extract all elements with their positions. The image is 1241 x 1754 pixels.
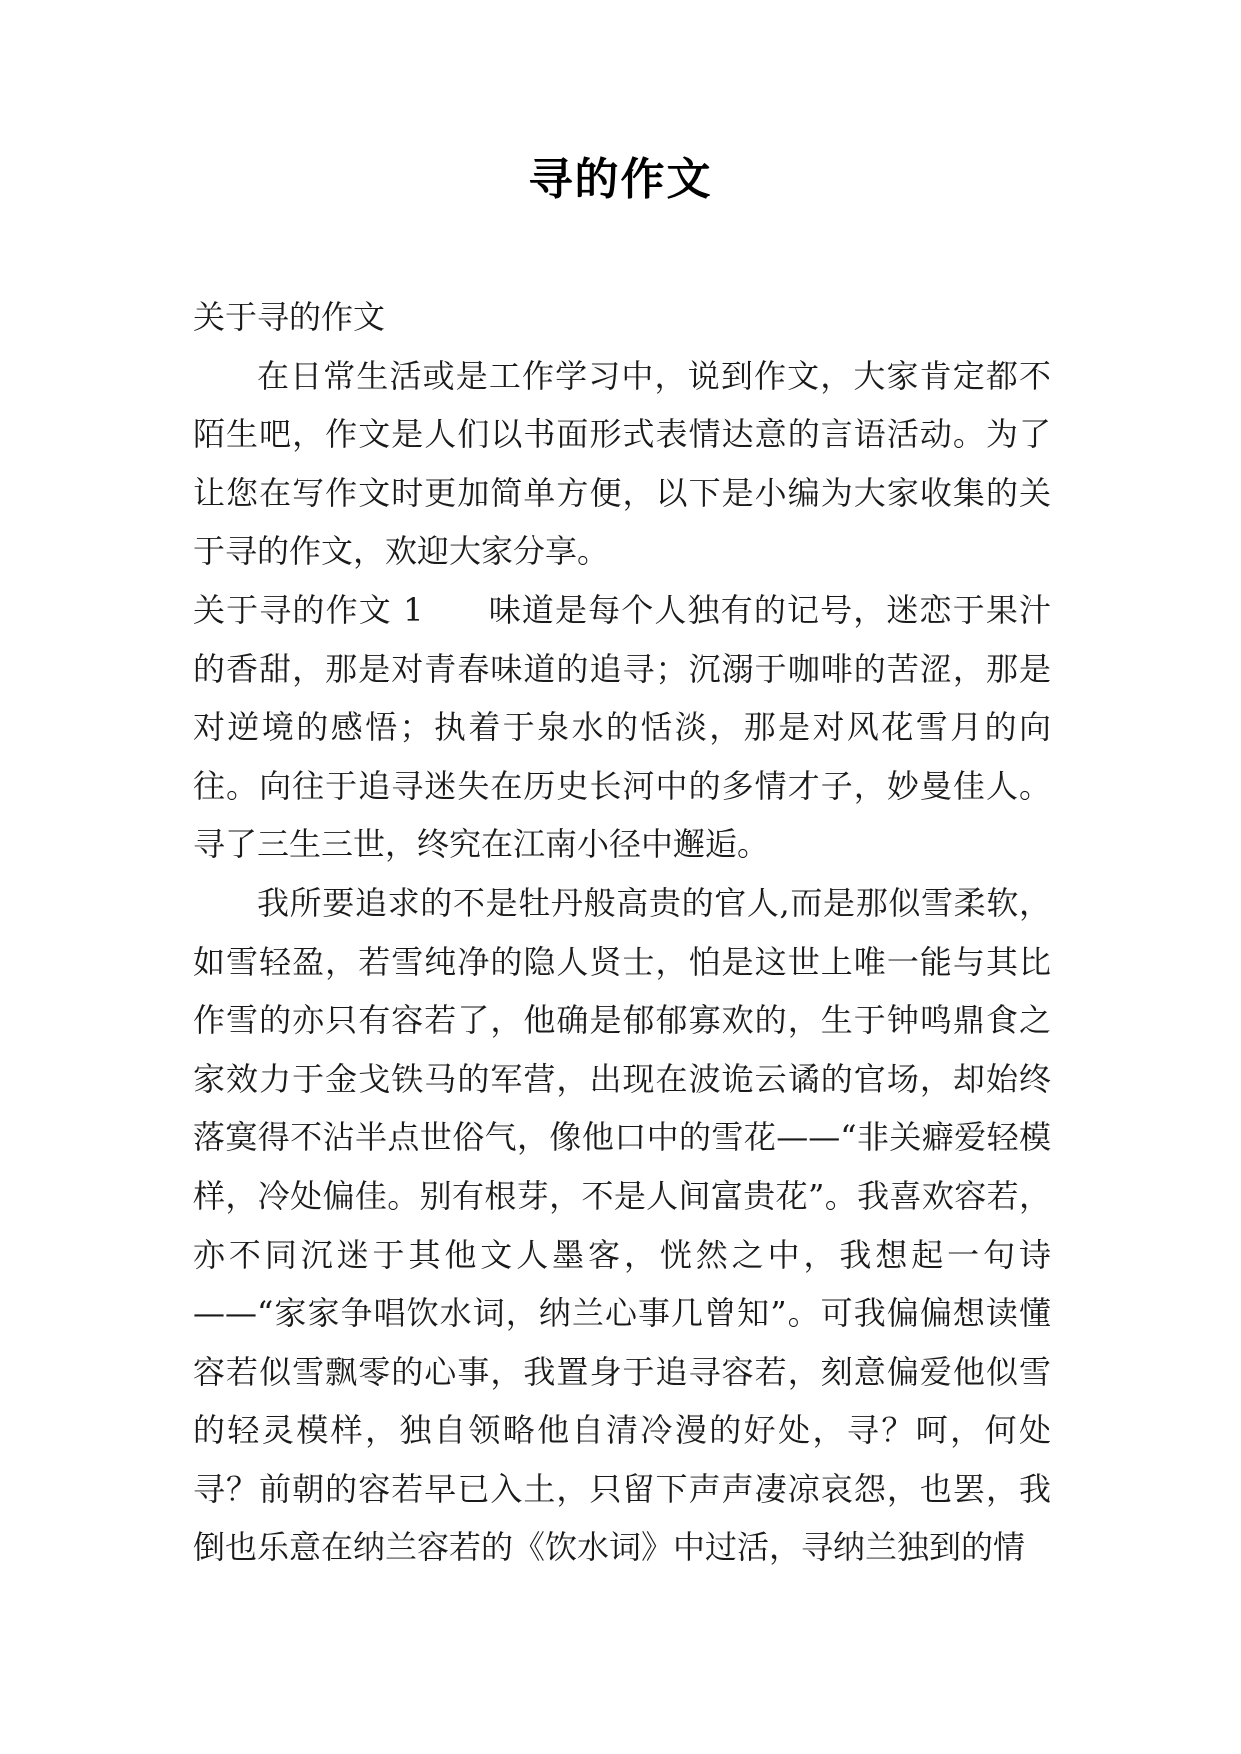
intro-paragraph: 在日常生活或是工作学习中，说到作文，大家肯定都不陌生吧，作文是人们以书面形式表情达意的言语活动。为了让您在写作文时更加简单方便，以下是小编为大家收集的关于寻的作文，欢迎大家分享。: [193, 356, 1051, 571]
section-1-paragraph: [193, 581, 1051, 874]
body-paragraph-2: 我所要追求的不是牡丹般高贵的官人,而是那似雪柔软，如雪轻盈，若雪纯净的隐人贤士，怕是这世上唯一能与其比作雪的亦只有容若了，他确是郁郁寡欢的，生于钟鸣鼎食之家效力于金戈铁马的军营，出现在波诡云谲的官场，却始终落寞得不沾半点世俗气，像他口中的雪花——“非关癖爱轻模样，冷处偏佳。别有根芽，不是人间富贵花”。我喜欢容若，亦不同沉迷于其他文人墨客，恍然之中，我想起一句诗——“家家争唱饮水词，纳兰心事几曾知”。可我偏偏想读懂容若似雪飘零的心事，我置身于追寻容若，刻意偏爱他似雪的轻灵模样，独自领略他自清冷漫的好处，寻？呵，何处寻？前朝的容若早已入土，只留下声声凄凉哀怨，也罢，我倒也乐意在纳兰容若的《饮水词》中过活，寻纳兰独到的情: [193, 883, 1051, 1567]
section-heading: 关于寻的作文 1: [193, 590, 424, 629]
document-title: 寻的作文: [528, 154, 713, 205]
document-body: [193, 288, 1051, 1577]
section-text: 味道是每个人独有的记号，迷恋于果汁的香甜，那是对青春味道的追寻；沉溺于咖啡的苦涩，那是对逆境的感悟；执着于泉水的恬淡，那是对风花雪月的向往。向往于追寻迷失在历史长河中的多情才子，妙曼佳人。寻了三生三世，终究在江南小径中邂逅。: [193, 590, 1051, 864]
subtitle: 关于寻的作文: [193, 298, 386, 336]
